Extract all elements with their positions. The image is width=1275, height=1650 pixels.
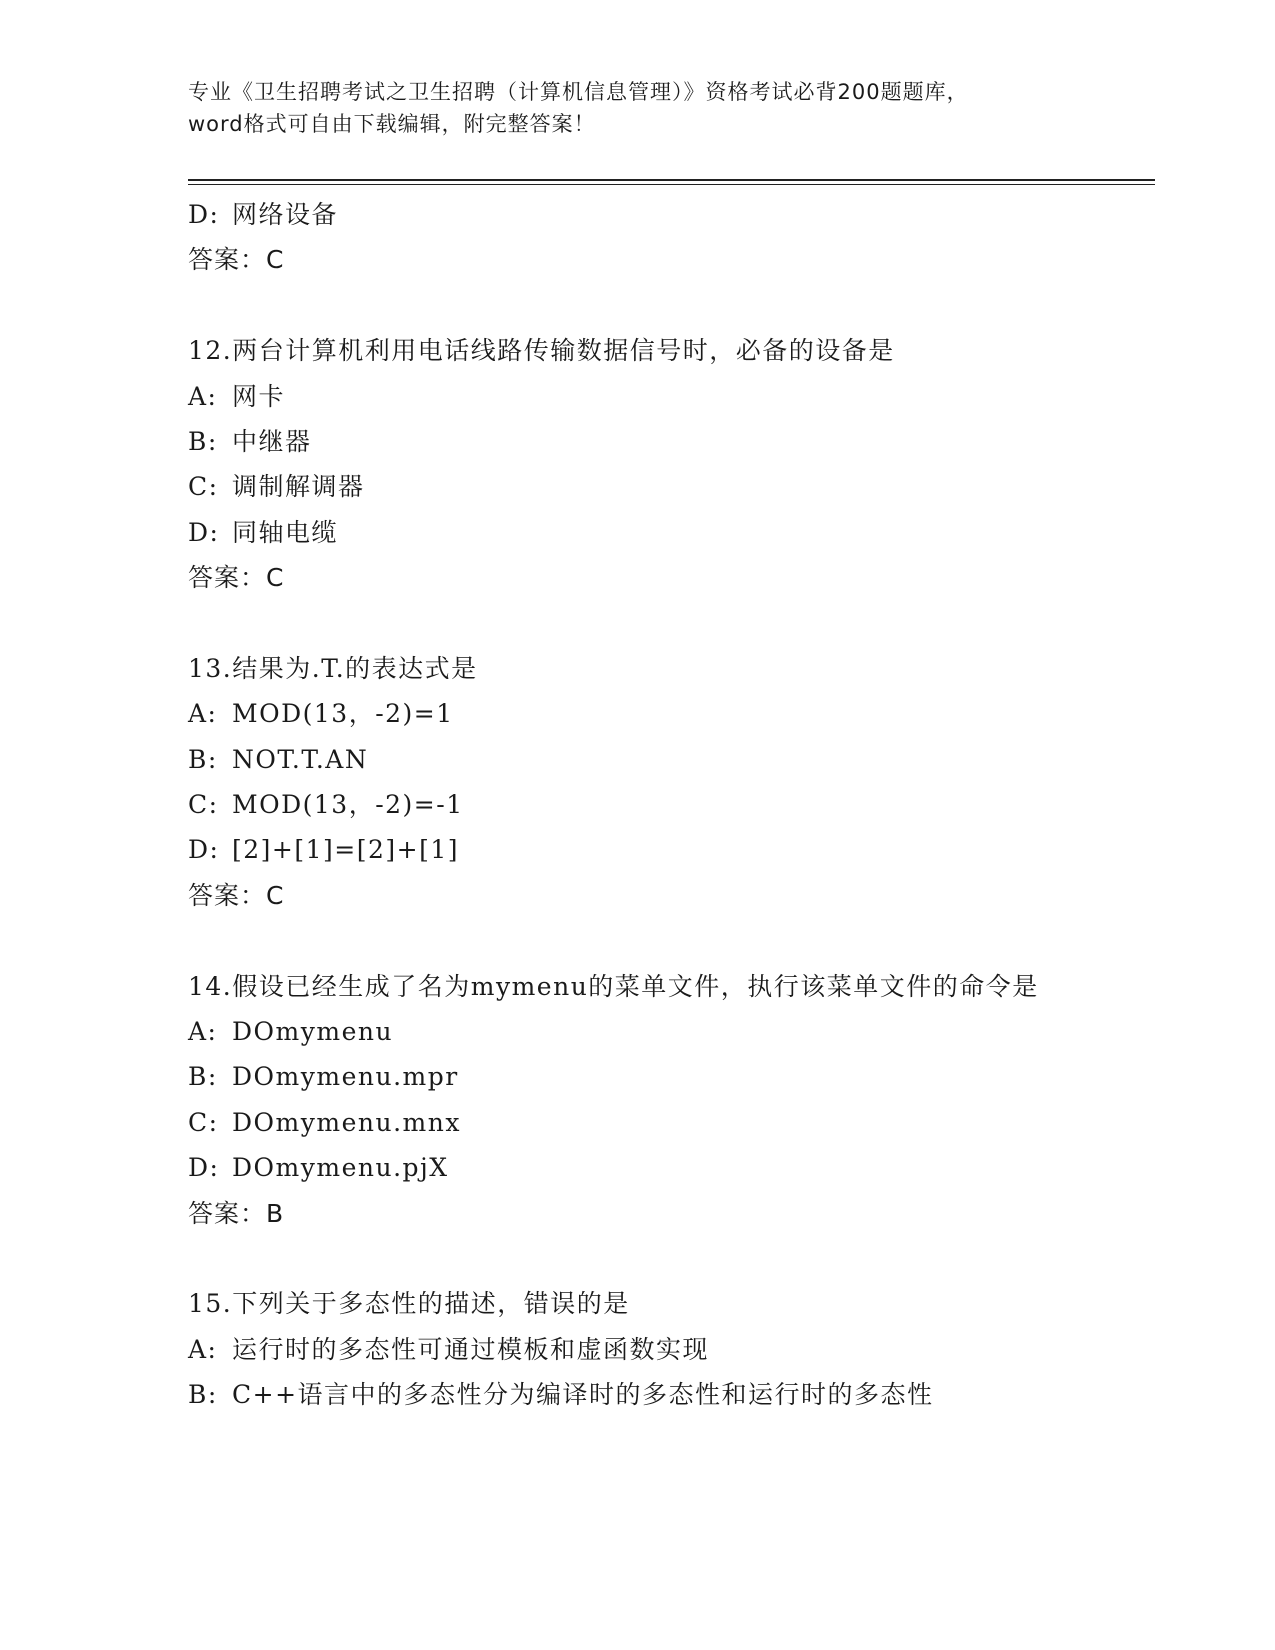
option-d xyxy=(188,510,1088,555)
option-text: DOmymenu.mnx xyxy=(232,1107,461,1137)
option-label: C: xyxy=(188,1107,219,1137)
option-label: D: xyxy=(188,517,220,547)
spacer xyxy=(188,1236,1088,1281)
option-text: DOmymenu.pjX xyxy=(232,1153,449,1183)
spacer xyxy=(188,918,1088,963)
option-label: B: xyxy=(188,1380,218,1410)
option-a xyxy=(188,374,1088,419)
spacer xyxy=(188,601,1088,646)
answer-line: 答案：C xyxy=(188,245,285,275)
option-d xyxy=(188,192,1088,237)
answer-line: 答案：C xyxy=(188,563,285,593)
option-label: A: xyxy=(188,1334,218,1364)
option-label: B: xyxy=(188,1062,218,1092)
option-text: [2]+[1]=[2]+[1] xyxy=(232,835,459,865)
question-text: 14.假设已经生成了名为mymenu的菜单文件，执行该菜单文件的命令是 xyxy=(188,971,1039,1001)
option-text: NOT.T.AN xyxy=(232,744,369,774)
option-label: D: xyxy=(188,200,220,229)
question-text: 15.下列关于多态性的描述，错误的是 xyxy=(188,1289,630,1319)
option-text: MOD(13，-2)=1 xyxy=(232,699,454,729)
header-line-2: word格式可自由下载编辑，附完整答案！ xyxy=(188,112,596,136)
question-block-11-tail xyxy=(188,192,1088,283)
question-text: 13.结果为.T.的表达式是 xyxy=(188,653,478,683)
option-label: C: xyxy=(188,790,219,820)
option-text: 网卡 xyxy=(232,381,286,411)
option-b xyxy=(188,1054,1088,1099)
option-text: 调制解调器 xyxy=(232,472,365,502)
option-c xyxy=(188,1100,1088,1145)
option-b xyxy=(188,419,1088,464)
header-line-1: 专业《卫生招聘考试之卫生招聘（计算机信息管理）》资格考试必背200题题库， xyxy=(188,80,969,104)
spacer xyxy=(188,283,1088,328)
header-divider-thin xyxy=(188,184,1155,185)
question-block-15 xyxy=(188,1281,1088,1417)
question-block-13 xyxy=(188,646,1088,918)
answer-line: 答案：B xyxy=(188,1198,285,1228)
option-label: A: xyxy=(188,381,218,411)
option-label: A: xyxy=(188,699,218,729)
option-text: DOmymenu.mpr xyxy=(232,1062,459,1092)
question-block-14 xyxy=(188,964,1088,1236)
option-a xyxy=(188,1327,1088,1372)
option-d xyxy=(188,827,1088,872)
option-text: MOD(13，-2)=-1 xyxy=(232,790,464,820)
question-block-12 xyxy=(188,328,1088,600)
option-text: DOmymenu xyxy=(232,1017,394,1047)
document-header xyxy=(188,76,1088,140)
option-b xyxy=(188,1372,1088,1417)
option-label: D: xyxy=(188,1153,220,1183)
option-text: C++语言中的多态性分为编译时的多态性和运行时的多态性 xyxy=(232,1380,934,1410)
option-a xyxy=(188,691,1088,736)
option-text: 网络设备 xyxy=(232,200,339,229)
option-c xyxy=(188,464,1088,509)
option-c xyxy=(188,782,1088,827)
option-label: B: xyxy=(188,426,218,456)
header-divider-thick xyxy=(188,179,1155,181)
option-label: C: xyxy=(188,472,219,502)
option-text: 运行时的多态性可通过模板和虚函数实现 xyxy=(232,1334,710,1364)
option-d xyxy=(188,1145,1088,1190)
option-a xyxy=(188,1009,1088,1054)
option-text: 同轴电缆 xyxy=(232,517,339,547)
option-label: A: xyxy=(188,1017,218,1047)
option-label: B: xyxy=(188,744,218,774)
question-text: 12.两台计算机利用电话线路传输数据信号时，必备的设备是 xyxy=(188,336,895,366)
option-b xyxy=(188,737,1088,782)
answer-line: 答案：C xyxy=(188,880,285,910)
question-list xyxy=(188,192,1088,1418)
option-text: 中继器 xyxy=(232,426,312,456)
option-label: D: xyxy=(188,835,220,865)
